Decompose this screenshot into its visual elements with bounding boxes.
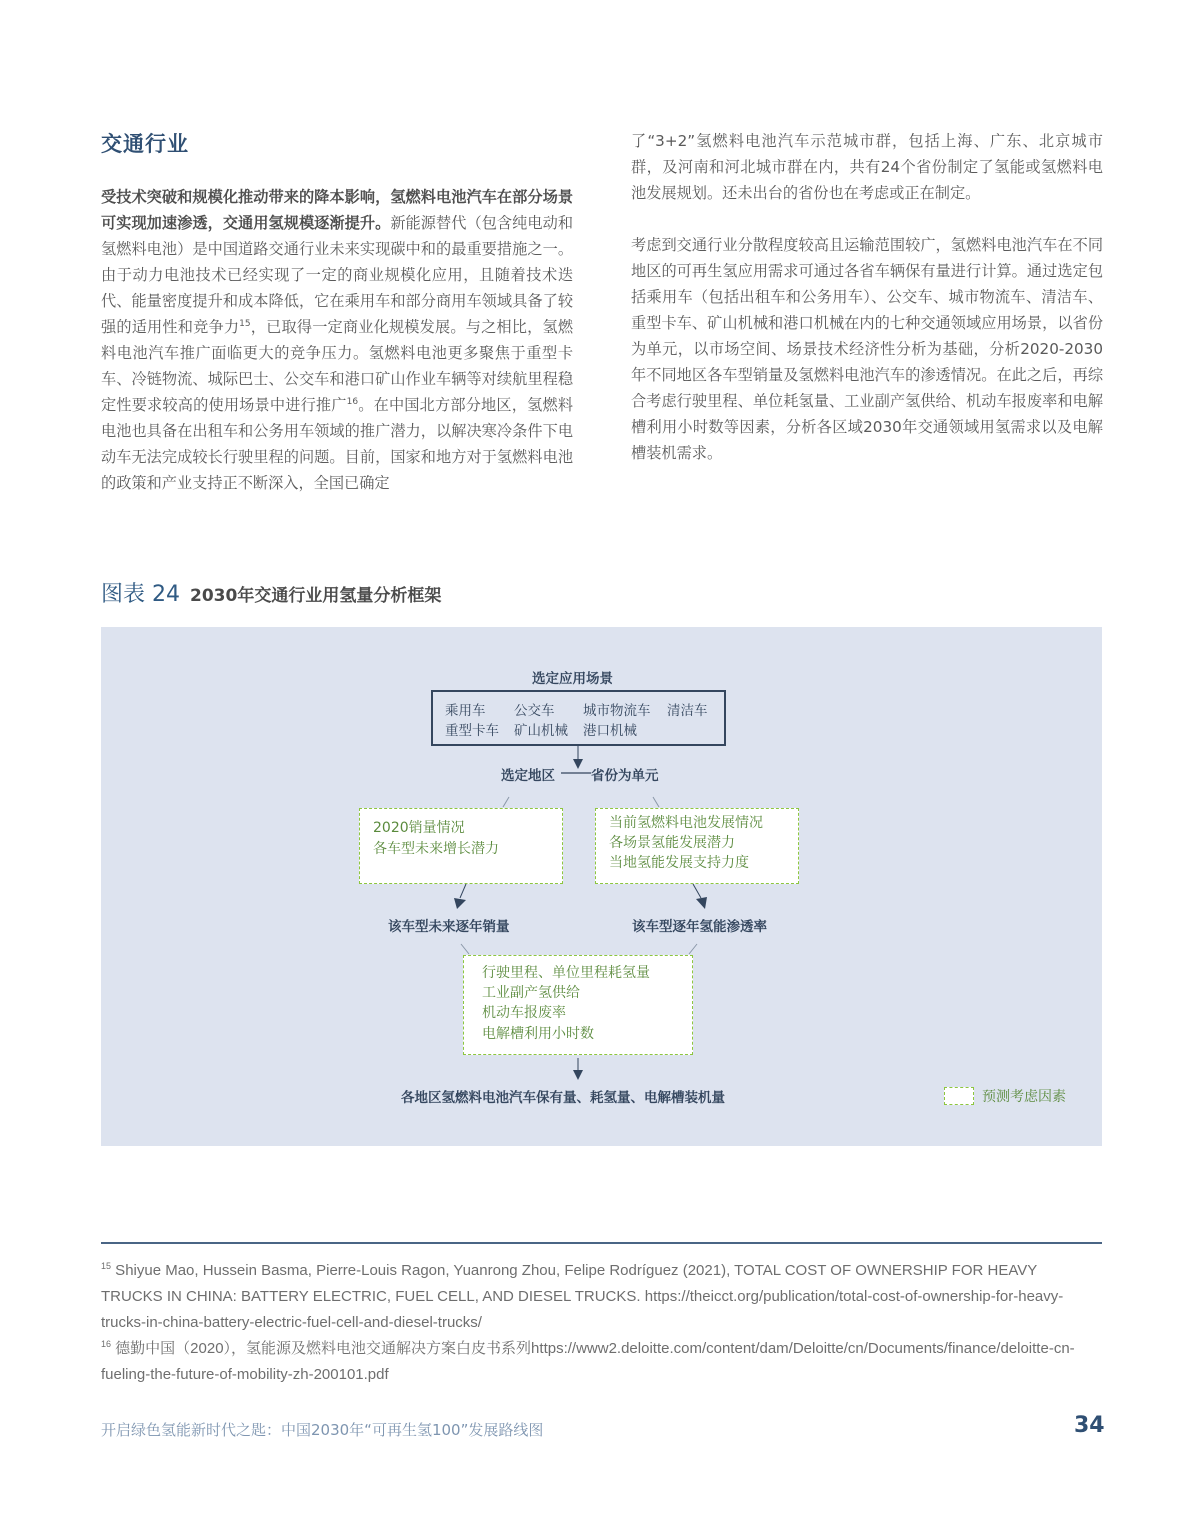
factor-electrolyzer-hours: 电解槽利用小时数 xyxy=(482,1026,594,1042)
footnote-text[interactable]: 德勤中国（2020），氢能源及燃料电池交通解决方案白皮书系列https://www2.deloitte.com/content/dam/Deloitte/cn/Documents/finance/deloitte-cn-fueling-the-future-of-mobility-zh-200101.pdf xyxy=(101,1340,1075,1383)
scenario-port-machinery: 港口机械 xyxy=(583,723,637,739)
footnote-number: 15 xyxy=(101,1261,112,1271)
footnote-divider xyxy=(101,1242,1102,1244)
legend-label: 预测考虑因素 xyxy=(982,1089,1066,1105)
footnote-ref-16[interactable]: 16 xyxy=(346,396,359,407)
page-number: 34 xyxy=(1074,1413,1105,1438)
right-paragraph-2: 考虑到交通行业分散程度较高且运输范围较广，氢燃料电池汽车在不同地区的可再生氢应用需求可通过各省车辆保有量进行计算。通过选定包括乘用车（包括出租车和公务用车）、公交车、城市物流车、清洁车、重型卡车、矿山机械和港口机械在内的七种交通领域应用场景，以省份为单元，以市场空间、场景技术经济性分析为基础，分析2020-2030年不同地区各车型销量及氢燃料电池汽车的渗透情况。在此之后，再综合考虑行驶里程、单位耗氢量、工业副产氢供给、机动车报废率和电解槽利用小时数等因素，分析各区域2030年交通领域用氢需求以及电解槽装机需求。 xyxy=(631,236,1103,462)
left-result-label: 该车型未来逐年销量 xyxy=(388,919,510,935)
footnote-15 xyxy=(101,1258,1102,1336)
factor-mileage-consumption: 行驶里程、单位里程耗氢量 xyxy=(482,965,650,981)
footnotes xyxy=(101,1258,1102,1388)
footnote-number: 16 xyxy=(101,1339,112,1349)
factor-growth-potential: 各车型未来增长潜力 xyxy=(373,841,499,857)
left-paragraph xyxy=(101,184,573,496)
body-text: ，已取得一定商业化规模发展。与之相比，氢燃料电池汽车推广面临更大的竞争压力。氢燃料电池更多聚焦于重型卡车、冷链物流、城际巴士、公交车和港口矿山作业车辆等对续航里程稳定性要求较高的使用场景中进行推广 xyxy=(101,318,574,414)
footnote-ref-15[interactable]: 15 xyxy=(239,318,251,329)
footnote-text[interactable]: Shiyue Mao, Hussein Basma, Pierre-Louis Ragon, Yuanrong Zhou, Felipe Rodríguez (2021), TOTAL COST OF OWNERSHIP FOR HEAVY TRUCKS IN CHINA: BATTERY ELECTRIC, FUEL CELL, AND DIESEL TRUCKS. https://theicct.org/publication/total-cost-of-ownership-for-heavy-trucks-in-china-battery-electric-fuel-cell-and-diesel-trucks/ xyxy=(101,1262,1064,1331)
scenario-mining-machinery: 矿山机械 xyxy=(514,723,568,739)
factor-2020-sales: 2020销量情况 xyxy=(373,820,465,836)
right-column xyxy=(631,128,1103,466)
region-unit-label: 省份为单元 xyxy=(591,768,659,784)
scenario-cleaning-vehicle: 清洁车 xyxy=(667,703,708,719)
scenario-bus: 公交车 xyxy=(514,703,555,719)
body-text: 。在中国北方部分地区，氢燃料电池也具备在出租车和公务用车领域的推广潜力，以解决寒冷条件下电动车无法完成较长行驶里程的问题。目前，国家和地方对于氢燃料电池的政策和产业支持正不断深入，全国已确定 xyxy=(101,396,573,492)
right-result-label: 该车型逐年氢能渗透率 xyxy=(632,919,767,935)
scenario-title: 选定应用场景 xyxy=(532,671,613,687)
body-text: 新能源替代（包含纯电动和氢燃料电池）是中国道路交通行业未来实现碳中和的最重要措施之一。由于动力电池技术已经实现了一定的商业规模化应用，且随着技术迭代、能量密度提升和成本降低，它在乘用车和部分商用车领域具备了较强的适用性和竞争力 xyxy=(101,214,574,336)
region-select-label: 选定地区 xyxy=(501,768,555,784)
footer-document-title: 开启绿色氢能新时代之匙：中国2030年“可再生氢100”发展路线图 xyxy=(101,1421,544,1439)
legend-swatch xyxy=(944,1087,974,1105)
figure-caption: 2030年交通行业用氢量分析框架 xyxy=(190,586,442,606)
factor-local-support: 当地氢能发展支持力度 xyxy=(609,855,749,871)
factor-scenario-potential: 各场景氢能发展潜力 xyxy=(609,835,735,851)
scenario-heavy-truck: 重型卡车 xyxy=(445,723,499,739)
footnote-16 xyxy=(101,1336,1102,1388)
factor-byproduct-hydrogen: 工业副产氢供给 xyxy=(482,985,580,1001)
final-result-label: 各地区氢燃料电池汽车保有量、耗氢量、电解槽装机量 xyxy=(401,1090,725,1106)
factor-scrappage-rate: 机动车报废率 xyxy=(482,1005,566,1021)
scenario-city-logistics: 城市物流车 xyxy=(583,703,651,719)
section-title: 交通行业 xyxy=(101,132,189,156)
figure-number: 图表 24 xyxy=(101,582,180,607)
lead-statement: 受技术突破和规模化推动带来的降本影响，氢燃料电池汽车在部分场景可实现加速渗透，交通用氢规模逐渐提升。 xyxy=(101,188,573,232)
right-paragraph-1: 了“3+2”氢燃料电池汽车示范城市群，包括上海、广东、北京城市群，及河南和河北城市群在内，共有24个省份制定了氢能或氢燃料电池发展规划。还未出台的省份也在考虑或正在制定。 xyxy=(631,132,1103,202)
left-column xyxy=(101,184,573,496)
scenario-passenger-car: 乘用车 xyxy=(445,703,486,719)
figure-title xyxy=(101,577,441,608)
factor-current-fuel-cell: 当前氢燃料电池发展情况 xyxy=(609,815,763,831)
